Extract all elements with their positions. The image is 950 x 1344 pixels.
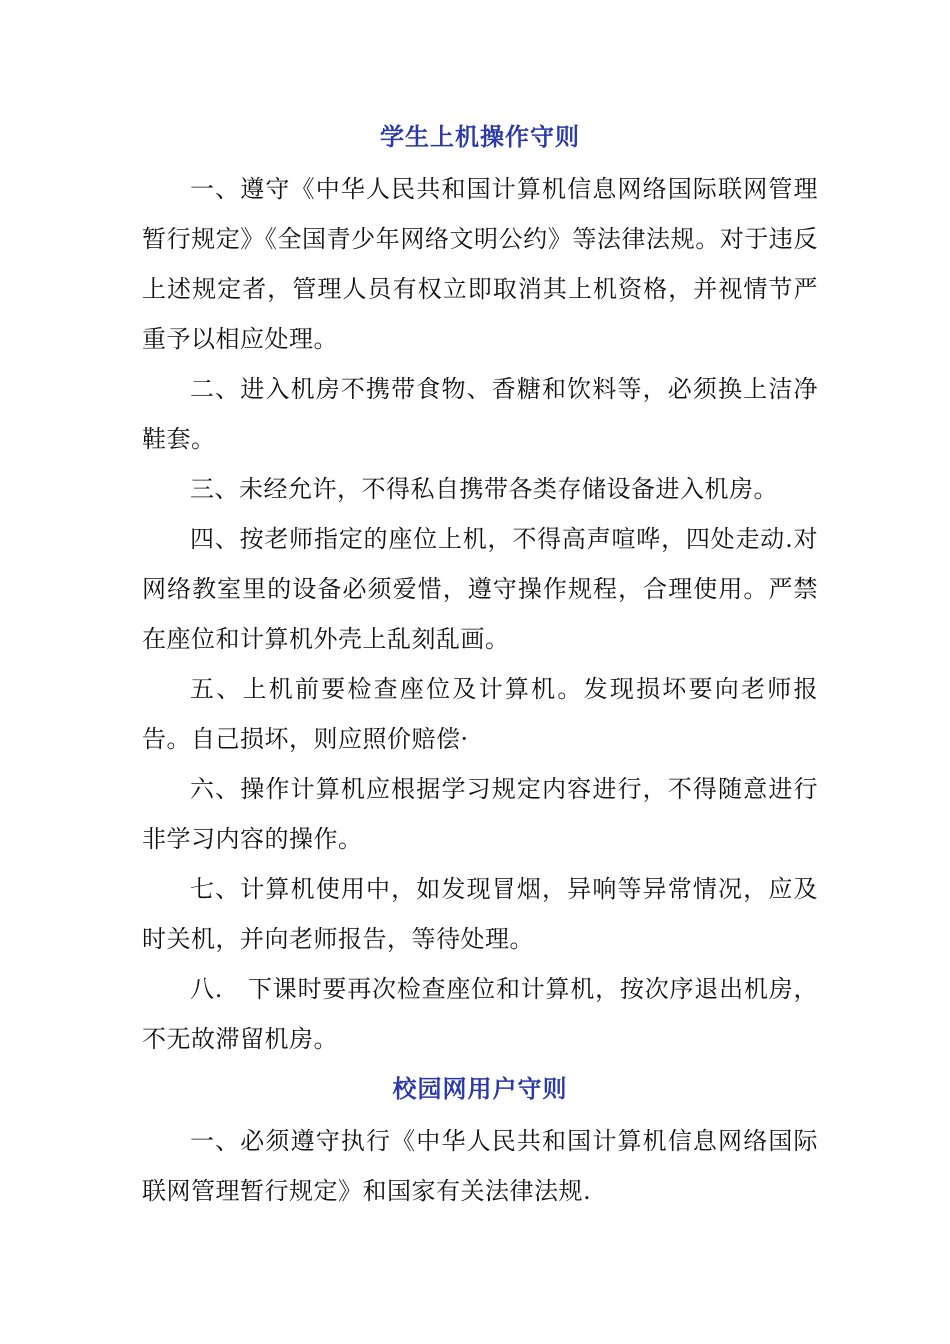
document-page — [142, 112, 818, 1216]
rule-paragraph-5: 五、上机前要检查座位及计算机。发现损坏要向老师报告。自己损坏，则应照价赔偿· — [142, 675, 818, 753]
section-title: 学生上机操作守则 — [380, 122, 580, 151]
rule-paragraph-2: 二、进入机房不携带食物、香糖和饮料等，必须换上洁净鞋套。 — [142, 375, 818, 453]
rule-paragraph-3: 三、未经允许，不得私自携带各类存储设备进入机房。 — [190, 475, 778, 503]
rule-paragraph-8: 八. 下课时要再次检查座位和计算机，按次序退出机房，不无故滞留机房。 — [142, 975, 818, 1053]
section-title: 校园网用户守则 — [392, 1074, 568, 1103]
rule-paragraph-7: 七、计算机使用中，如发现冒烟，异响等异常情况，应及时关机，并向老师报告，等待处理。 — [142, 875, 818, 953]
section-campus-network-rules — [142, 1064, 818, 1216]
rule-paragraph-1: 一、必须遵守执行《中华人民共和国计算机信息网络国际联网管理暂行规定》和国家有关法律法规. — [142, 1127, 818, 1205]
section-student-rules — [142, 112, 818, 1064]
rule-paragraph-6: 六、操作计算机应根据学习规定内容进行，不得随意进行非学习内容的操作。 — [142, 775, 818, 853]
rule-paragraph-4: 四、按老师指定的座位上机，不得高声喧哗，四处走动.对网络教室里的设备必须爱惜，遵守操作规程，合理使用。严禁在座位和计算机外壳上乱刻乱画。 — [142, 525, 818, 653]
rule-paragraph-1: 一、遵守《中华人民共和国计算机信息网络国际联网管理暂行规定》《全国青少年网络文明公约》等法律法规。对于违反上述规定者，管理人员有权立即取消其上机资格，并视情节严重予以相应处理。 — [142, 175, 818, 353]
